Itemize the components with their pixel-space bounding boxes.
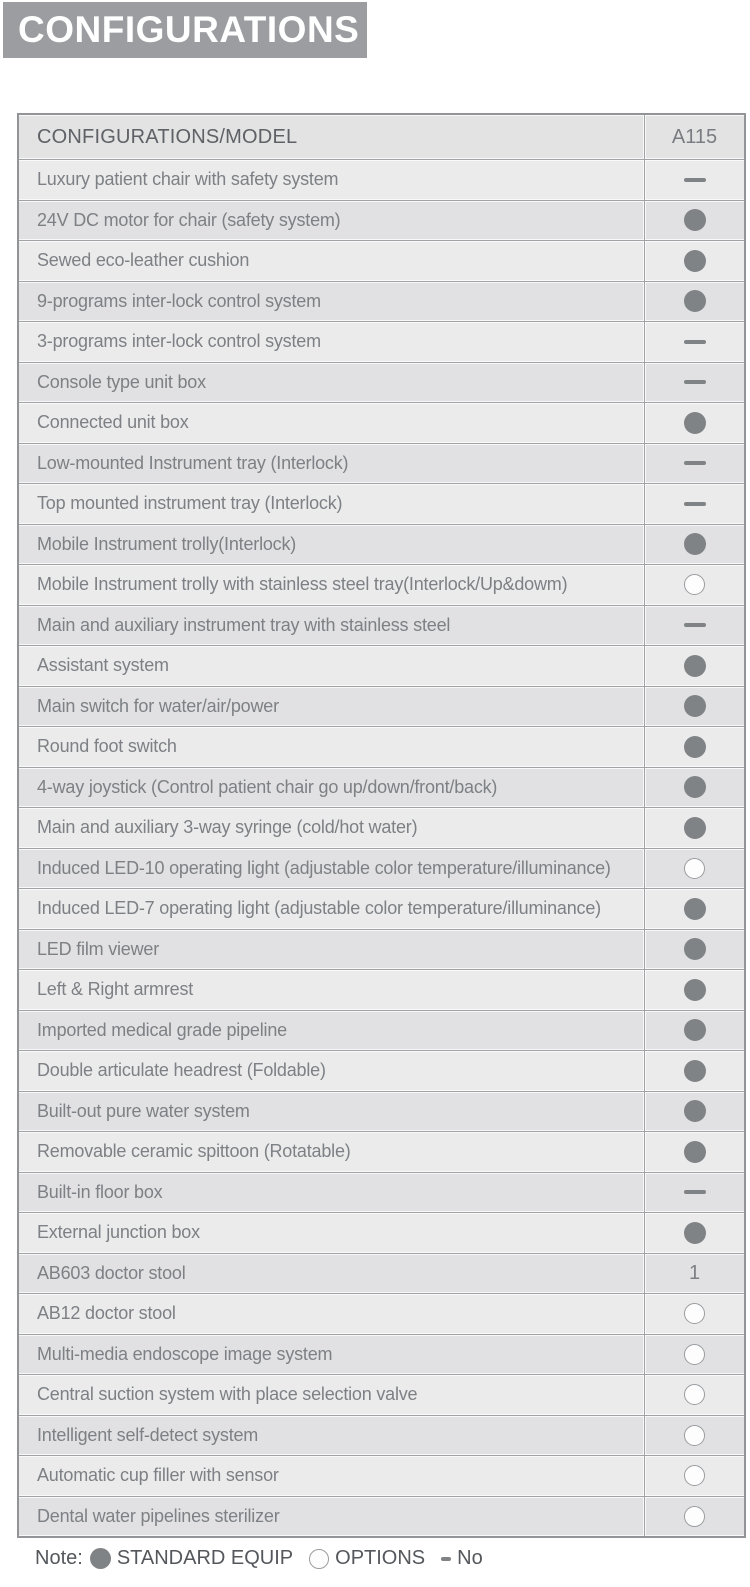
config-label: Top mounted instrument tray (Interlock) (19, 484, 644, 524)
no-dash-icon (684, 340, 706, 344)
no-dash-icon (684, 380, 706, 384)
standard-equip-dot-icon (684, 1100, 706, 1122)
standard-equip-dot-icon (684, 250, 706, 272)
legend-label: OPTIONS (335, 1547, 426, 1569)
table-row (19, 1496, 744, 1537)
config-label: Built-out pure water system (19, 1092, 644, 1132)
config-label: Double articulate headrest (Foldable) (19, 1051, 644, 1091)
config-label: Console type unit box (19, 363, 644, 403)
config-label: Central suction system with place selection valve (19, 1375, 644, 1415)
config-value-cell (644, 363, 744, 403)
options-circle-icon (684, 1506, 705, 1527)
config-label: Left & Right armrest (19, 970, 644, 1010)
config-value-cell (644, 606, 744, 646)
table-row (19, 645, 744, 686)
table-row (19, 1374, 744, 1415)
standard-equip-dot-icon (684, 817, 706, 839)
legend-note (35, 1547, 499, 1570)
standard-equip-dot-icon (684, 209, 706, 231)
config-value-cell (644, 282, 744, 322)
table-row (19, 1334, 744, 1375)
legend-symbol (441, 1557, 451, 1561)
config-value-cell (644, 322, 744, 362)
config-label: Main switch for water/air/power (19, 687, 644, 727)
no-dash-icon (441, 1557, 451, 1561)
options-circle-icon (684, 1303, 705, 1324)
config-value-cell (644, 1173, 744, 1213)
no-dash-icon (684, 178, 706, 182)
config-value-cell (644, 1254, 744, 1294)
config-value-cell (644, 444, 744, 484)
table-row (19, 1131, 744, 1172)
config-value-cell (644, 970, 744, 1010)
table-row (19, 605, 744, 646)
standard-equip-dot-icon (684, 979, 706, 1001)
standard-equip-dot-icon (684, 412, 706, 434)
config-value-cell (644, 1375, 744, 1415)
legend-symbol (309, 1549, 329, 1569)
config-label: Luxury patient chair with safety system (19, 160, 644, 200)
table-row (19, 888, 744, 929)
config-value-cell (644, 201, 744, 241)
standard-equip-dot-icon (90, 1548, 111, 1569)
config-label: Assistant system (19, 646, 644, 686)
standard-equip-dot-icon (684, 1060, 706, 1082)
quantity-value: 1 (688, 1261, 701, 1284)
table-row (19, 402, 744, 443)
table-row (19, 1091, 744, 1132)
legend-items (90, 1547, 499, 1570)
config-label: LED film viewer (19, 930, 644, 970)
legend-symbol (90, 1548, 111, 1569)
legend-item (309, 1547, 425, 1570)
note-label: Note: (35, 1547, 83, 1569)
config-label: Imported medical grade pipeline (19, 1011, 644, 1051)
config-label: Mobile Instrument trolly with stainless steel tray(Interlock/Up&dowm) (19, 565, 644, 605)
table-row (19, 443, 744, 484)
config-value-cell (644, 646, 744, 686)
config-label: Induced LED-7 operating light (adjustable color temperature/illuminance) (19, 889, 644, 929)
config-value-cell (644, 1213, 744, 1253)
table-row (19, 1293, 744, 1334)
table-row (19, 807, 744, 848)
standard-equip-dot-icon (684, 1222, 706, 1244)
config-value-cell (644, 1132, 744, 1172)
config-value-cell (644, 1051, 744, 1091)
config-value-cell (644, 484, 744, 524)
table-row (19, 726, 744, 767)
config-value-cell (644, 1416, 744, 1456)
config-label: Round foot switch (19, 727, 644, 767)
config-label: Sewed eco-leather cushion (19, 241, 644, 281)
table-row (19, 362, 744, 403)
table-row (19, 848, 744, 889)
options-circle-icon (309, 1549, 329, 1569)
table-header-row (19, 115, 744, 159)
table-row (19, 281, 744, 322)
no-dash-icon (684, 502, 706, 506)
config-label: Automatic cup filler with sensor (19, 1456, 644, 1496)
config-value-cell (644, 241, 744, 281)
config-value-cell (644, 1294, 744, 1334)
table-row (19, 1415, 744, 1456)
config-value-cell (644, 849, 744, 889)
standard-equip-dot-icon (684, 695, 706, 717)
config-value-cell (644, 1456, 744, 1496)
config-value-cell (644, 1335, 744, 1375)
standard-equip-dot-icon (684, 533, 706, 555)
table-header-model-a115: A115 (644, 115, 744, 159)
table-row (19, 240, 744, 281)
page-title: CONFIGURATIONS (3, 2, 367, 58)
table-row (19, 524, 744, 565)
config-label: Intelligent self-detect system (19, 1416, 644, 1456)
table-row (19, 564, 744, 605)
config-label: External junction box (19, 1213, 644, 1253)
config-label: Main and auxiliary 3-way syringe (cold/hot water) (19, 808, 644, 848)
config-label: AB603 doctor stool (19, 1254, 644, 1294)
config-label: Low-mounted Instrument tray (Interlock) (19, 444, 644, 484)
config-label: 3-programs inter-lock control system (19, 322, 644, 362)
config-value-cell (644, 1497, 744, 1537)
configurations-table (17, 113, 746, 1538)
config-value-cell (644, 808, 744, 848)
table-row (19, 1050, 744, 1091)
table-row (19, 1172, 744, 1213)
standard-equip-dot-icon (684, 290, 706, 312)
standard-equip-dot-icon (684, 898, 706, 920)
config-value-cell (644, 889, 744, 929)
config-label: Dental water pipelines sterilizer (19, 1497, 644, 1537)
table-row (19, 969, 744, 1010)
table-row (19, 200, 744, 241)
config-label: AB12 doctor stool (19, 1294, 644, 1334)
table-row (19, 1455, 744, 1496)
config-value-cell (644, 160, 744, 200)
config-label: 4-way joystick (Control patient chair go up/down/front/back) (19, 768, 644, 808)
legend-label: STANDARD EQUIP (116, 1547, 294, 1569)
table-row (19, 159, 744, 200)
legend-label: No (457, 1547, 483, 1569)
legend-item (441, 1547, 483, 1570)
standard-equip-dot-icon (684, 655, 706, 677)
config-value-cell (644, 687, 744, 727)
table-row (19, 321, 744, 362)
config-value-cell (644, 525, 744, 565)
config-label: Multi-media endoscope image system (19, 1335, 644, 1375)
no-dash-icon (684, 461, 706, 465)
table-row (19, 1253, 744, 1294)
options-circle-icon (684, 574, 705, 595)
config-label: 24V DC motor for chair (safety system) (19, 201, 644, 241)
config-label: Removable ceramic spittoon (Rotatable) (19, 1132, 644, 1172)
table-row (19, 483, 744, 524)
config-value-cell (644, 565, 744, 605)
table-body (19, 159, 744, 1536)
options-circle-icon (684, 1425, 705, 1446)
table-row (19, 929, 744, 970)
config-value-cell (644, 1011, 744, 1051)
config-label: Induced LED-10 operating light (adjustable color temperature/illuminance) (19, 849, 644, 889)
standard-equip-dot-icon (684, 776, 706, 798)
config-value-cell (644, 768, 744, 808)
options-circle-icon (684, 1344, 705, 1365)
standard-equip-dot-icon (684, 938, 706, 960)
standard-equip-dot-icon (684, 1141, 706, 1163)
table-row (19, 1010, 744, 1051)
table-row (19, 686, 744, 727)
table-row (19, 767, 744, 808)
config-label: Main and auxiliary instrument tray with stainless steel (19, 606, 644, 646)
config-label: Connected unit box (19, 403, 644, 443)
config-label: Mobile Instrument trolly(Interlock) (19, 525, 644, 565)
config-value-cell (644, 930, 744, 970)
config-value-cell (644, 1092, 744, 1132)
table-header-configurations-model: CONFIGURATIONS/MODEL (19, 115, 644, 159)
options-circle-icon (684, 1384, 705, 1405)
legend-item (90, 1547, 293, 1570)
no-dash-icon (684, 623, 706, 627)
no-dash-icon (684, 1190, 706, 1194)
config-value-cell (644, 727, 744, 767)
standard-equip-dot-icon (684, 1019, 706, 1041)
config-label: Built-in floor box (19, 1173, 644, 1213)
options-circle-icon (684, 1465, 705, 1486)
standard-equip-dot-icon (684, 736, 706, 758)
config-label: 9-programs inter-lock control system (19, 282, 644, 322)
config-value-cell (644, 403, 744, 443)
table-row (19, 1212, 744, 1253)
options-circle-icon (684, 858, 705, 879)
